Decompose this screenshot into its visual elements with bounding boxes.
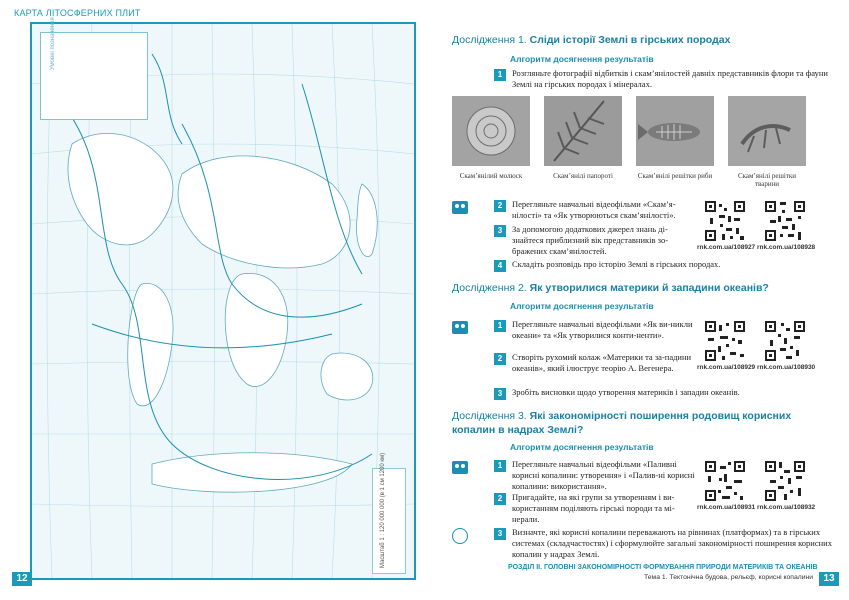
qr-caption-108929[interactable]: rnk.com.ua/108929 <box>697 364 756 371</box>
qr-pattern <box>764 460 806 502</box>
study-1-step-4-num: 4 <box>494 260 506 272</box>
study-3-step-2-text: Пригадайте, на які групи за утворенням і ви-користанням поділяють гірські породи та мі-нерали. <box>512 492 675 524</box>
legend-label: Умовні позначення <box>50 17 56 70</box>
caption-mollusk: Скам’янілий молюск <box>459 172 523 180</box>
study-1-title <box>452 34 730 46</box>
study-3-step-1-text: Перегляньте навчальні відеофільми «Паливні корисні копалини: утворення» і «Палив-ні корисні копалини: використання». <box>512 459 695 491</box>
animal-fossil-image <box>728 96 806 166</box>
photo-fish <box>636 96 714 166</box>
qr-pattern <box>704 460 746 502</box>
study-3-step-2-num: 2 <box>494 493 506 505</box>
map-title: КАРТА ЛІТОСФЕРНИХ ПЛИТ <box>14 8 141 18</box>
study-2-step-3-text: Зробіть висновки щодо утворення материків і западин океанів. <box>512 387 740 397</box>
video-camera-icon <box>452 321 468 334</box>
qr-caption-108927[interactable]: rnk.com.ua/108927 <box>697 244 756 251</box>
africa-shape <box>225 273 288 386</box>
qr-caption-108930[interactable]: rnk.com.ua/108930 <box>757 364 816 371</box>
footer-topic: Тема 1. Тектонічна будова, рельєф, корисні копалини <box>644 574 814 581</box>
study-2-step-2-num: 2 <box>494 353 506 365</box>
study-2-step-2-text: Створіть рухомий колаж «Материки та за-падини океанів», який ілюструє теорію А. Вегенера. <box>512 352 692 373</box>
study-2-heading: Як утворилися материки й западини океанів? <box>529 282 769 294</box>
qr-pattern <box>764 200 806 242</box>
eurasia-shape <box>178 156 350 268</box>
page-number-right: 13 <box>819 572 839 586</box>
photo-fern <box>544 96 622 166</box>
study-1-step-2-num: 2 <box>494 200 506 212</box>
study-1-algo-title: Алгоритм досягнення результатів <box>510 54 654 64</box>
video-camera-icon <box>452 461 468 474</box>
study-1-step-3-text: За допомогою додаткових джерел знань ді-знайтеся приблизний вік представників зо-бражених скам’янілостей. <box>512 224 669 256</box>
study-3-step-3-num: 3 <box>494 528 506 540</box>
study-3-title <box>452 410 791 422</box>
study-2-step-1-num: 1 <box>494 320 506 332</box>
globe-icon <box>452 528 468 544</box>
fish-fossil-image <box>636 96 714 166</box>
study-1-heading: Сліди історії Землі в гірських породах <box>529 34 731 46</box>
study-1-step-4-text: Складіть розповідь про історію Землі в гірських породах. <box>512 259 721 269</box>
antarctica-shape <box>152 453 352 492</box>
pacific-islands-shape <box>356 184 377 257</box>
caption-fern: Скам’янілі папороті <box>553 172 613 180</box>
study-3-step-1-num: 1 <box>494 460 506 472</box>
qr-code-icon[interactable] <box>764 320 806 362</box>
study-2-algo-title: Алгоритм досягнення результатів <box>510 301 654 311</box>
photo-animal <box>728 96 806 166</box>
fern-image <box>544 96 622 166</box>
qr-code-icon[interactable] <box>704 320 746 362</box>
study-3-heading-line-2: копалин в надрах Землі? <box>452 424 584 436</box>
qr-caption-108931[interactable]: rnk.com.ua/108931 <box>697 504 756 511</box>
qr-caption-108932[interactable]: rnk.com.ua/108932 <box>757 504 816 511</box>
qr-code-icon[interactable] <box>764 460 806 502</box>
study-3-step-3-text: Визначте, які корисні копалини переважають на рівнинах (платформах) та в гірських системах (складчастостях) і сформулюйте загальні закономірності поширення корисних копалин у надрах Землі. <box>512 527 832 559</box>
study-2-prefix: Дослідження 2. <box>452 282 527 294</box>
study-1-step-1-num: 1 <box>494 69 506 81</box>
qr-pattern <box>764 320 806 362</box>
qr-code-icon[interactable] <box>764 200 806 242</box>
page-number-left: 12 <box>12 572 32 586</box>
caption-animal: Скам’янілі решітки тварини <box>737 172 797 188</box>
caption-fish: Скам’янілі решітки риби <box>637 172 713 180</box>
study-2-title <box>452 282 769 294</box>
study-1-prefix: Дослідження 1. <box>452 34 527 46</box>
study-3-algo-title: Алгоритм досягнення результатів <box>510 442 654 452</box>
study-2-step-3-num: 3 <box>494 388 506 400</box>
qr-pattern <box>704 200 746 242</box>
photo-mollusk <box>452 96 530 166</box>
study-3-title-cont <box>452 424 583 436</box>
scale-text: Масштаб 1 : 120 000 000 (в 1 см 1200 км) <box>380 452 386 568</box>
legend-box <box>40 32 148 120</box>
study-3-heading-line-1: Які закономірності поширення родовищ корисних <box>529 410 792 422</box>
south-america-shape <box>128 283 173 406</box>
australia-shape <box>321 353 373 400</box>
scale-box <box>372 468 406 574</box>
qr-caption-108928[interactable]: rnk.com.ua/108928 <box>757 244 816 251</box>
north-america-shape <box>68 133 173 245</box>
ammonite-image <box>452 96 530 166</box>
study-1-step-1-text: Розгляньте фотографії відбитків і скам’янілостей давніх представників флори та фауни Землі на гірських породах і мінералах. <box>512 68 828 89</box>
qr-code-icon[interactable] <box>704 460 746 502</box>
study-3-prefix: Дослідження 3. <box>452 410 527 422</box>
study-2-step-1-text: Перегляньте навчальні відеофільми «Як ви-никли океани» та «Як утворилися конти-ненти». <box>512 319 693 340</box>
study-1-step-2-text: Перегляньте навчальні відеофільми «Скам’я-нілості» та «Як утворюються скам’янілості». <box>512 199 676 220</box>
footer-section-title: РОЗДІЛ ІІ. ГОЛОВНІ ЗАКОНОМІРНОСТІ ФОРМУВАННЯ ПРИРОДИ МАТЕРИКІВ ТА ОКЕАНІВ <box>508 564 818 571</box>
right-page <box>424 0 849 600</box>
left-page <box>0 0 420 600</box>
qr-code-icon[interactable] <box>704 200 746 242</box>
qr-pattern <box>704 320 746 362</box>
video-camera-icon <box>452 201 468 214</box>
study-1-step-3-num: 3 <box>494 225 506 237</box>
